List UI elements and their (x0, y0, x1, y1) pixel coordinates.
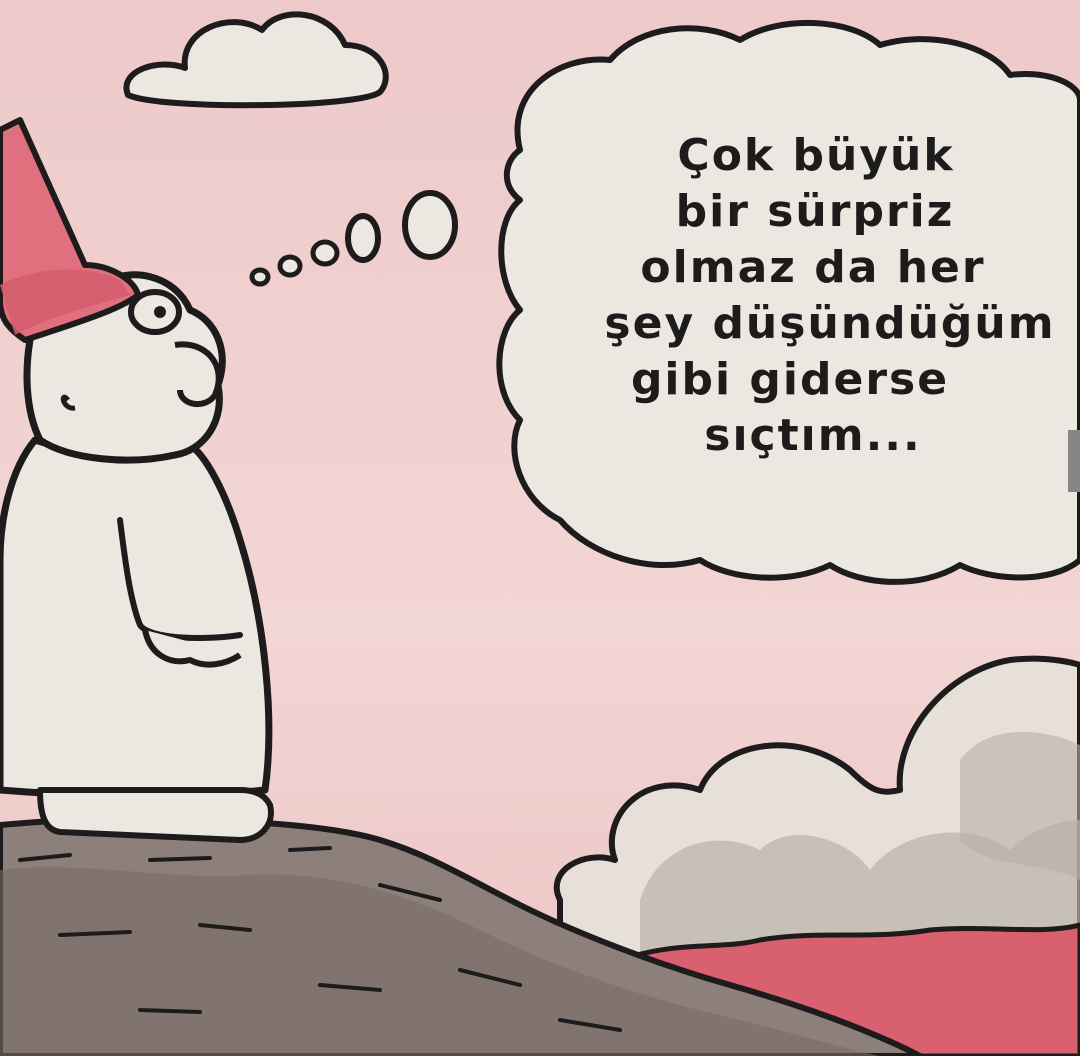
thought-line-3: olmaz da her (640, 242, 986, 293)
thought-line-1: Çok büyük (677, 130, 955, 181)
thought-line-6: sıçtım... (704, 410, 922, 461)
thought-dot-1 (252, 270, 268, 284)
thought-dot-3 (313, 242, 337, 264)
thought-dot-5 (405, 193, 455, 257)
thought-dot-2 (280, 257, 300, 275)
thought-line-4: şey düşündüğüm (604, 298, 1056, 349)
thought-text (540, 128, 1080, 464)
thought-line-2: bir sürpriz (675, 186, 955, 237)
character-pupil (154, 306, 166, 318)
thought-dot-4 (348, 216, 378, 260)
thought-line-5: gibi giderse (630, 354, 950, 405)
character-feet (40, 790, 271, 840)
